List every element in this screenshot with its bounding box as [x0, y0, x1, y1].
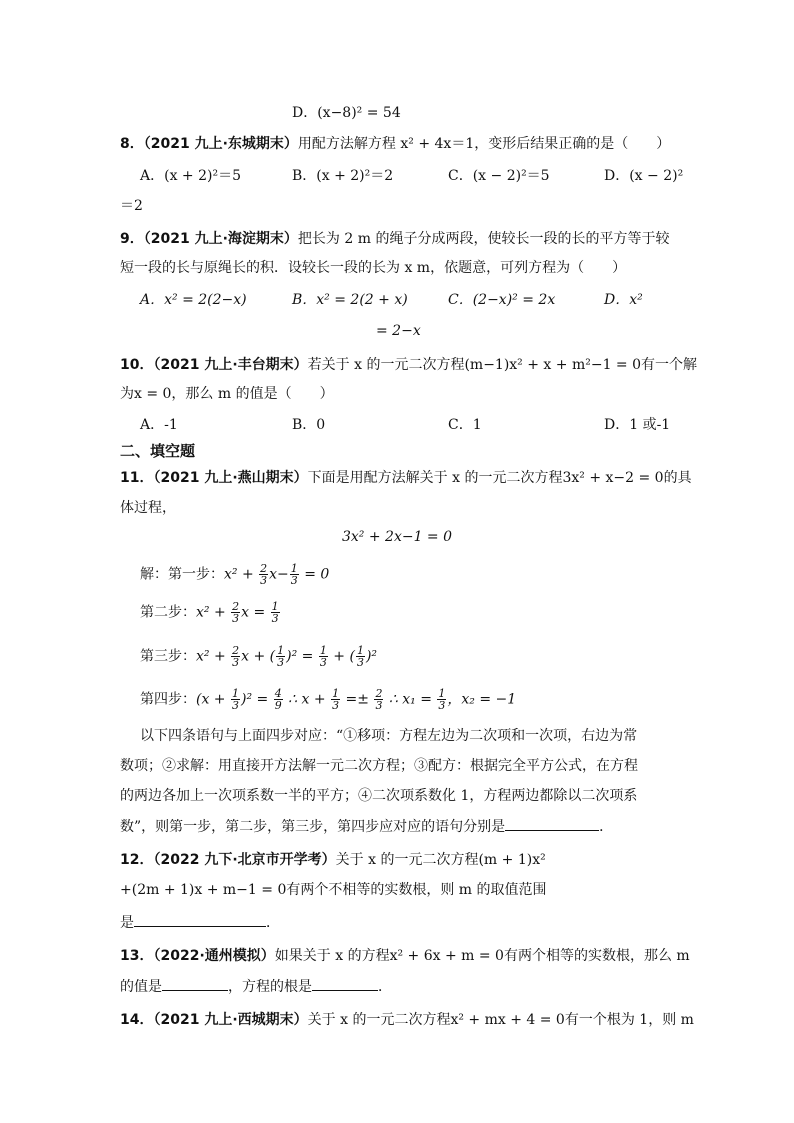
question-source: （2021 九上·西城期末） [153, 1012, 308, 1028]
question-number: 11． [120, 470, 154, 486]
q10-option-c: C．1 [448, 417, 482, 433]
step-label: 第二步： [140, 604, 196, 621]
question-text: 下面是用配方法解关于 x 的一元二次方程3x² + x−2 = 0的具 [307, 470, 692, 486]
period: ． [378, 979, 392, 995]
step-2: 第二步：x² + $\frac{2}{3}$ x = $\frac{1}{3}$ [140, 600, 279, 625]
answer-blank-2[interactable] [312, 976, 378, 991]
step-label: 第三步： [140, 648, 196, 665]
q8-option-b: B．(x + 2)²＝2 [292, 168, 394, 184]
step-4: 第四步：(x + $\frac{1}{3}$ )² = $\frac{4}{9}$ ∴ x + $\frac{1}{3}$ =± $\frac{2}{3}$ ∴ x₁ = $\frac{1}{3}$ ，x₂ = −1 [140, 687, 517, 712]
question-8 [120, 134, 670, 154]
question-13 [120, 946, 690, 966]
question-9 [120, 229, 669, 249]
question-source: （2021 九上·东城期末） [143, 136, 298, 152]
section-heading: 二、填空题 [120, 442, 196, 460]
question-text: 关于 x 的一元二次方程x² + mx + 4 = 0有一个根为 1，则 m [307, 1012, 694, 1028]
question-12-cont: +(2m + 1)x + m−1 = 0有两个不相等的实数根，则 m 的取值范围 [120, 882, 547, 898]
q8-option-d: D．(x − 2)² [604, 168, 684, 184]
question-11 [120, 468, 692, 488]
step-1: 解：第一步：x² + $\frac{2}{3}$ x− $\frac{1}{3}$ = 0 [140, 562, 330, 587]
equation: 3x² + 2x−1 = 0 [341, 529, 453, 545]
question-14 [120, 1010, 694, 1030]
q8-option-c: C．(x − 2)²＝5 [448, 168, 550, 184]
period: ． [266, 915, 280, 931]
q7-option-d: D．(x−8)² = 54 [292, 105, 401, 121]
answer-blank-1[interactable] [162, 976, 228, 991]
q10-option-b: B．0 [292, 417, 326, 433]
question-text: 若关于 x 的一元二次方程(m−1)x² + x + m²−1 = 0有一个解 [307, 357, 698, 373]
paragraph-line-1: 以下四条语句与上面四步对应：“①移项：方程左边为二次项和一次项，右边为常 [140, 728, 638, 744]
paragraph-line-4 [120, 816, 613, 837]
question-text: ，方程的根是 [228, 979, 312, 995]
answer-blank[interactable] [505, 816, 599, 831]
q8-option-a: A．(x + 2)²＝5 [140, 168, 241, 184]
question-source: （2022 九下·北京市开学考） [153, 852, 336, 868]
paragraph-line-2: 数项；②求解：用直接开方法解一元二次方程；③配方：根据完全平方公式，在方程 [120, 758, 638, 774]
period: ． [599, 819, 614, 835]
question-12 [120, 850, 546, 870]
question-11-cont: 体过程， [120, 500, 176, 516]
paragraph-text: 数”，则第一步，第二步，第三步，第四步应对应的语句分别是 [120, 819, 506, 835]
step-3: 第三步：x² + $\frac{2}{3}$ x + ( $\frac{1}{3}$ )² = $\frac{1}{3}$ + ( $\frac{1}{3}$ )² [140, 644, 378, 669]
question-10 [120, 355, 697, 375]
question-12-answer-line [120, 912, 280, 933]
question-text: 把长为 2 m 的绳子分成两段，使较长一段的长的平方等于较 [297, 231, 670, 247]
q10-option-a: A．-1 [140, 417, 178, 433]
question-number: 8． [120, 136, 144, 152]
question-text: 关于 x 的一元二次方程(m + 1)x² [335, 852, 546, 868]
question-source: （2021 九上·海淀期末） [143, 231, 298, 247]
q9-option-d-cont: = 2−x [376, 323, 421, 339]
q8-option-d-cont: ＝2 [120, 198, 143, 214]
q9-option-c: C．(2−x)² = 2x [448, 292, 556, 308]
step-label: 解：第一步： [140, 566, 224, 583]
q9-option-b: B．x² = 2(2 + x) [292, 292, 408, 308]
question-number: 13． [120, 948, 154, 964]
question-source: （2021 九上·燕山期末） [153, 470, 308, 486]
step-label: 第四步： [140, 691, 196, 708]
question-text: 用配方法解方程 x² + 4x＝1，变形后结果正确的是（ ） [297, 136, 671, 152]
q9-option-d: D．x² [604, 292, 643, 308]
question-source: （2021 九上·丰台期末） [153, 357, 308, 373]
question-number: 9． [120, 231, 144, 247]
question-number: 10． [120, 357, 154, 373]
paragraph-line-3: 的两边各加上一次项系数一半的平方；④二次项系数化 1，方程两边都除以二次项系 [120, 788, 638, 804]
question-number: 12． [120, 852, 154, 868]
question-10-cont: 为x = 0，那么 m 的值是（ ） [120, 386, 334, 402]
question-9-cont: 短一段的长与原绳长的积．设较长一段的长为 x m，依题意，可列方程为（ ） [120, 260, 627, 276]
question-text: 是 [120, 915, 134, 931]
q9-option-a: A．x² = 2(2−x) [140, 292, 247, 308]
question-text: 的值是 [120, 979, 162, 995]
question-text: 如果关于 x 的方程x² + 6x + m = 0有两个相等的实数根，那么 m [274, 948, 690, 964]
q10-option-d: D．1 或-1 [604, 417, 671, 433]
question-13-cont [120, 976, 392, 997]
answer-blank[interactable] [134, 912, 266, 927]
question-source: （2022·通州模拟） [153, 948, 275, 964]
question-number: 14． [120, 1012, 154, 1028]
